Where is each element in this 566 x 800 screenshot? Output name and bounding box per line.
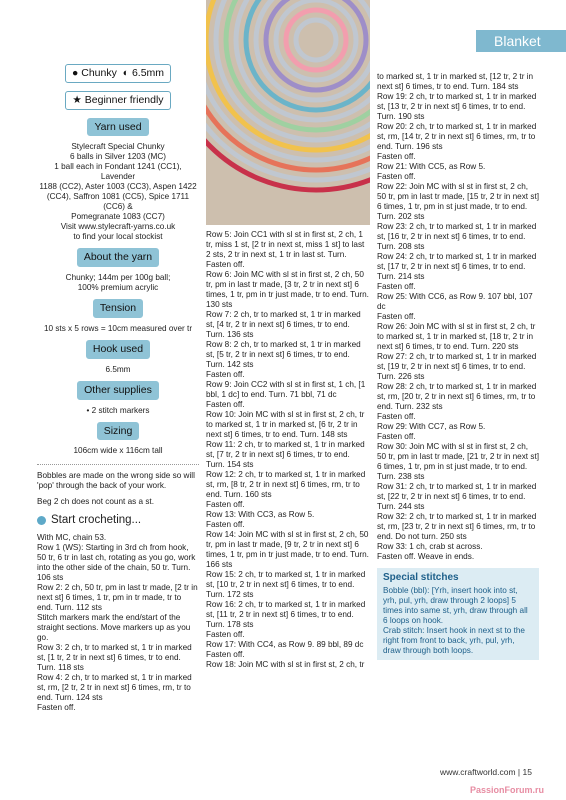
bobble-definition: Bobble (bbl): [Yrh, insert hook into st, yrh, pul, yrh, draw through 2 loops] 5 times into same st, yrh, draw through all 6 loops on hook. — [383, 586, 528, 626]
text-line: 6 balls in Silver 1203 (MC) — [69, 152, 166, 162]
pattern-column-3 — [377, 72, 539, 660]
pattern-line: Row 17: With CC4, as Row 9. 89 bbl, 89 dc — [206, 640, 364, 649]
pattern-line: Row 29: With CC7, as Row 5. — [377, 422, 486, 431]
yarn-used-heading: Yarn used — [87, 118, 148, 137]
pattern-line: Row 20: 2 ch, tr to marked st, 1 tr in marked st, rm, [14 tr, 2 tr in next st] 6 times, rm, tr to end. Turn. 196 sts — [377, 122, 537, 151]
pattern-line: Row 11: 2 ch, tr to marked st, 1 tr in marked st, [7 tr, 2 tr in next st] 6 times, tr to end. Turn. 154 sts — [206, 440, 365, 469]
pattern-line: Row 26: Join MC with sl st in first st, 2 ch, tr to marked st, 1 tr in marked st, [18 tr, 2 tr in next st] 6 times, tr to end. Turn. 220 sts — [377, 322, 536, 351]
pattern-line: Row 8: 2 ch, tr to marked st, 1 tr in marked st, [5 tr, 2 tr in next st] 6 times, tr to end. Turn. 142 sts — [206, 340, 361, 369]
pattern-line: Row 9: Join CC2 with sl st in first st, 1 ch, [1 bbl, 1 dc] to end. Turn. 71 bbl, 71 dc — [206, 380, 366, 399]
pattern-line: Fasten off. — [206, 400, 245, 409]
pattern-line: Fasten off. — [377, 432, 416, 441]
skill-badge: ★ Beginner friendly — [65, 91, 170, 110]
pattern-line: Fasten off. — [206, 260, 245, 269]
pattern-line: Row 31: 2 ch, tr to marked st, 1 tr in marked st, [22 tr, 2 tr in next st] 6 times, tr to end. Turn. 244 sts — [377, 482, 537, 511]
text-line: 1188 (CC2), Aster 1003 (CC3), Aspen 1422 — [39, 182, 197, 192]
text-line: Stylecraft Special Chunky — [71, 142, 165, 152]
pattern-line: Row 30: Join MC with sl st in first st, 2 ch, 50 tr, pm in last tr made, [21 tr, 2 tr in next st] 6 times, 1 tr, pm in st just made, tr to end. Turn. 238 sts — [377, 442, 539, 481]
pattern-line: Fasten off. — [377, 412, 416, 421]
text-line: Pomegranate 1083 (CC7) — [71, 212, 165, 222]
pattern-line: Row 15: 2 ch, tr to marked st, 1 tr in marked st, [10 tr, 2 tr in next st] 6 times, tr to end. Turn. 172 sts — [206, 570, 366, 599]
text-line: 100% premium acrylic — [77, 283, 159, 293]
beg-note: Beg 2 ch does not count as a st. — [37, 497, 154, 507]
text-line[interactable]: Visit www.stylecraft-yarns.co.uk — [60, 222, 176, 232]
pattern-line: Fasten off. Weave in ends. — [377, 552, 475, 561]
pattern-line: Row 28: 2 ch, tr to marked st, 1 tr in marked st, rm, [20 tr, 2 tr in next st] 6 times, rm, tr to end. Turn. 232 sts — [377, 382, 537, 411]
pattern-line: Row 32: 2 ch, tr to marked st, 1 tr in marked st, rm, [23 tr, 2 tr in next st] 6 times, rm, tr to end. Do not turn. 250 sts — [377, 512, 537, 541]
pattern-line: Row 6: Join MC with sl st in first st, 2 ch, 50 tr, pm in last tr made, [3 tr, 2 tr in next st] 6 times, 1 tr, pm in tr just made, tr to end. Turn. 130 sts — [206, 270, 369, 309]
special-stitches-box — [377, 568, 539, 660]
pattern-line: Row 10: Join MC with sl st in first st, 2 ch, tr to marked st, 1 tr in marked st, [6 tr, 2 tr in next st] 6 times, tr to end. Turn. 148 sts — [206, 410, 365, 439]
pattern-line: With MC, chain 53. — [37, 533, 107, 543]
pattern-line: Fasten off. — [377, 172, 416, 181]
page-title: Blanket — [494, 33, 541, 49]
supplies-text: • 2 stitch markers — [86, 405, 150, 415]
text-line: 1 ball each in Fondant 1241 (CC1), Lavender — [54, 162, 182, 182]
pattern-line: Row 18: Join MC with sl st in first st, 2 ch, tr — [206, 660, 365, 669]
pattern-line: Stitch markers mark the end/start of the straight sections. Move markers up as you go. — [37, 613, 191, 643]
text-line: to find your local stockist — [73, 232, 163, 242]
yarn-used-text — [37, 142, 199, 242]
text-line: (CC4), Saffron 1081 (CC5), Spice 1711 (CC6) & — [46, 192, 190, 212]
pattern-line: Row 1 (WS): Starting in 3rd ch from hook, 50 tr, 6 tr in last ch, rotating as you go, work into the other side of the chain, 50 tr. Turn. 106 sts — [37, 543, 196, 583]
title-banner — [476, 30, 566, 52]
pattern-line: Fasten off. — [377, 282, 416, 291]
pattern-column-2 — [206, 230, 370, 670]
pattern-line: Row 14: Join MC with sl st in first st, 2 ch, 50 tr, pm in last tr made, [9 tr, 2 tr in next st] 6 times, 1 tr, pm in tr just made, tr to end. Turn. 166 sts — [206, 530, 369, 569]
bobble-note: Bobbles are made on the wrong side so will 'pop' through the back of your work. — [37, 471, 195, 491]
sizing-text: 106cm wide x 116cm tall — [73, 446, 163, 456]
hook-text: 6.5mm — [105, 364, 131, 374]
info-column — [37, 64, 199, 713]
skill-level: Beginner friendly — [84, 93, 164, 106]
hook-size: 6.5mm — [131, 67, 165, 79]
pattern-line: Fasten off. — [206, 500, 245, 509]
pattern-line: Row 13: With CC3, as Row 5. — [206, 510, 315, 519]
pattern-line: Fasten off. — [206, 650, 245, 659]
pattern-line: Row 16: 2 ch, tr to marked st, 1 tr in marked st, [11 tr, 2 tr in next st] 6 times, tr to end. Turn. 178 sts — [206, 600, 366, 629]
pattern-line: Row 21: With CC5, as Row 5. — [377, 162, 486, 171]
supplies-heading: Other supplies — [77, 381, 159, 400]
pattern-line: Fasten off. — [206, 520, 245, 529]
blanket-photo — [206, 0, 370, 225]
footer[interactable]: www.craftworld.com | 15 — [440, 767, 532, 777]
crab-definition: Crab stitch: Insert hook in next st to the right from front to back, yrh, pul, yrh, draw through both loops. — [383, 626, 525, 656]
pattern-line: Row 25: With CC6, as Row 9. 107 bbl, 107 dc — [377, 292, 533, 311]
pattern-line: Row 19: 2 ch, tr to marked st, 1 tr in marked st, [13 tr, 2 tr in next st] 6 times, tr to end. Turn. 190 sts — [377, 92, 537, 121]
text-line: Chunky; 144m per 100g ball; — [65, 273, 171, 283]
pattern-line: Row 23: 2 ch, tr to marked st, 1 tr in marked st, [16 tr, 2 tr in next st] 6 times, tr to end. Turn. 208 sts — [377, 222, 537, 251]
pattern-line: Row 22: Join MC with sl st in first st, 2 ch, 50 tr, pm in last tr made, [15 tr, 2 tr in next st] 6 times, 1 tr, pm in st just made, tr to end. Turn. 202 sts — [377, 182, 539, 221]
pattern-line: Row 4: 2 ch, tr to marked st, 1 tr in marked st, rm, [2 tr, 2 tr in next st] 6 times, rm, tr to end. Turn. 124 sts — [37, 673, 192, 703]
pattern-line: Fasten off. — [37, 703, 76, 713]
about-yarn-heading: About the yarn — [77, 248, 159, 267]
watermark: PassionForum.ru — [470, 785, 545, 795]
tension-text: 10 sts x 5 rows = 10cm measured over tr — [43, 323, 193, 333]
special-heading: Special stitches — [383, 572, 459, 583]
pattern-line: Row 2: 2 ch, 50 tr, pm in last tr made, [2 tr in next st] 6 times, 1 tr, pm in tr made, tr to end. Turn. 112 sts — [37, 583, 198, 613]
pattern-line: Fasten off. — [206, 370, 245, 379]
pattern-line: Row 24: 2 ch, tr to marked st, 1 tr in marked st, [17 tr, 2 tr in next st] 6 times, tr to end. Turn. 214 sts — [377, 252, 537, 281]
pattern-line: Row 12: 2 ch, tr to marked st, 1 tr in marked st, rm, [8 tr, 2 tr in next st] 6 times, rm, tr to end. Turn. 160 sts — [206, 470, 366, 499]
pattern-line: Row 5: Join CC1 with sl st in first st, 2 ch, 1 tr, miss 1 st, [2 tr in next st, miss 1 st] to last 2 sts, 2 tr in next st, 1 tr in last st. Turn. — [206, 230, 365, 259]
pattern-line: Row 7: 2 ch, tr to marked st, 1 tr in marked st, [4 tr, 2 tr in next st] 6 times, tr to end. Turn. 136 sts — [206, 310, 361, 339]
yarn-weight-badge: ● Chunky ◐ 6.5mm — [65, 64, 171, 83]
pattern-line: Row 3: 2 ch, tr to marked st, 1 tr in marked st, [1 tr, 2 tr in next st] 6 times, tr to end. Turn. 118 sts — [37, 643, 192, 673]
tension-heading: Tension — [93, 299, 143, 318]
yarn-weight: Chunky — [81, 67, 117, 79]
hook-heading: Hook used — [86, 340, 150, 359]
pattern-line: to marked st, 1 tr in marked st, [12 tr, 2 tr in next st] 6 times, tr to end. Turn. 184 sts — [377, 72, 534, 91]
sizing-heading: Sizing — [97, 422, 140, 441]
rows-1-4 — [37, 533, 199, 713]
pattern-line: Fasten off. — [377, 312, 416, 321]
bullet-icon — [37, 516, 46, 525]
pattern-line: Fasten off. — [206, 630, 245, 639]
pattern-line: Row 33: 1 ch, crab st across. — [377, 542, 483, 551]
start-heading: Start crocheting... — [51, 514, 142, 527]
pattern-line: Fasten off. — [377, 152, 416, 161]
pattern-line: Row 27: 2 ch, tr to marked st, 1 tr in marked st, [19 tr, 2 tr in next st] 6 times, tr to end. Turn. 226 sts — [377, 352, 537, 381]
